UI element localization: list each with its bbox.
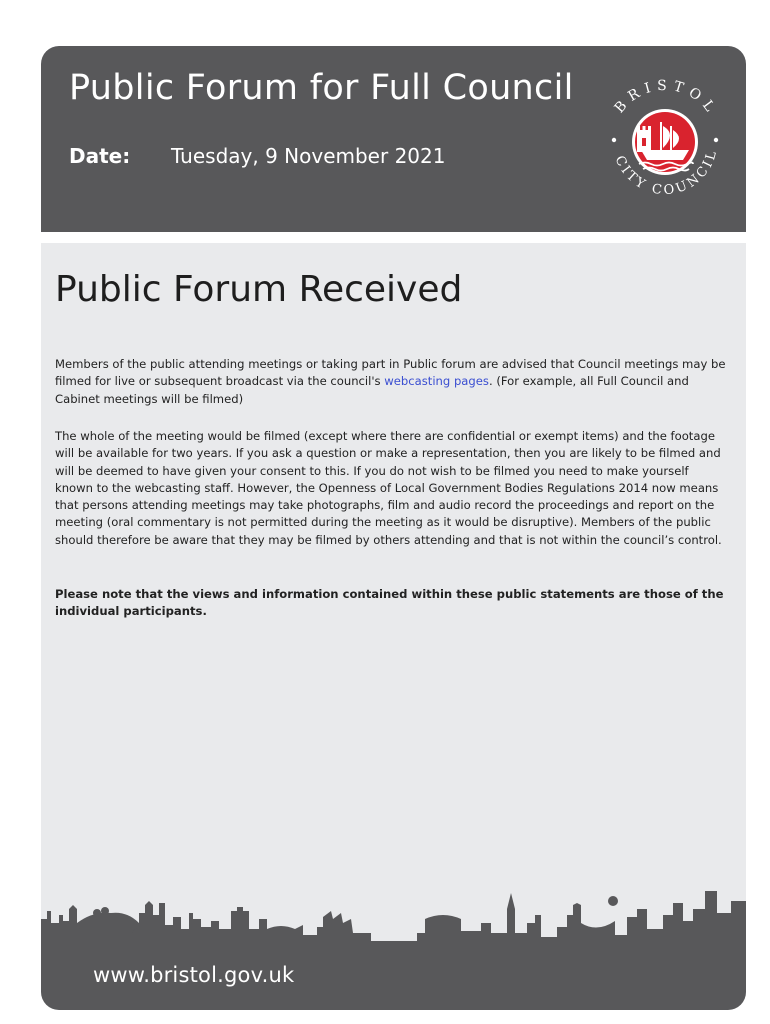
webcasting-pages-link[interactable]: webcasting pages [384, 374, 489, 389]
header-banner [41, 46, 746, 232]
section-title: Public Forum Received [55, 269, 463, 310]
page-title: Public Forum for Full Council [69, 68, 574, 108]
logo-text-bottom: CITY COUNCIL [611, 146, 721, 199]
bristol-skyline-illustration [41, 883, 746, 1010]
date-label: Date: [69, 144, 131, 168]
paragraph1-text-end: . (For example, all Full Council and Cabinet meetings will be filmed) [55, 374, 689, 406]
logo-text-top: BRISTOL [611, 77, 721, 120]
bristol-city-council-logo [599, 76, 731, 208]
disclaimer-paragraph: Please note that the views and information contained within these public statements are those of the individual participants. [55, 587, 724, 619]
paragraph1-text-start: Members of the public attending meetings or taking part in Public forum are advised that Council meetings may be filmed for live or subsequent broadcast via the council's [55, 357, 726, 389]
website-url: www.bristol.gov.uk [93, 963, 295, 987]
filming-notice-paragraph [55, 356, 727, 408]
filming-details-paragraph: The whole of the meeting would be filmed (except where there are confidential or exempt items) and the footage will be available for two years. If you ask a question or make a representation, then you are likely to be filmed and will be deemed to have given your consent to this. If you do not wish to be filmed you need to make yourself known to the webcasting staff. However, the Openness of Local Government Bodies Regulations 2014 now means that persons attending meetings may take photographs, film and audio record the proceedings and report on the meeting (oral commentary is not permitted during the meeting as it would be disruptive). Members of the public should therefore be aware that they may be filmed by others attending and that is not within the council’s control. [55, 429, 722, 547]
main-panel [41, 243, 746, 1010]
date-value: Tuesday, 9 November 2021 [171, 144, 446, 168]
